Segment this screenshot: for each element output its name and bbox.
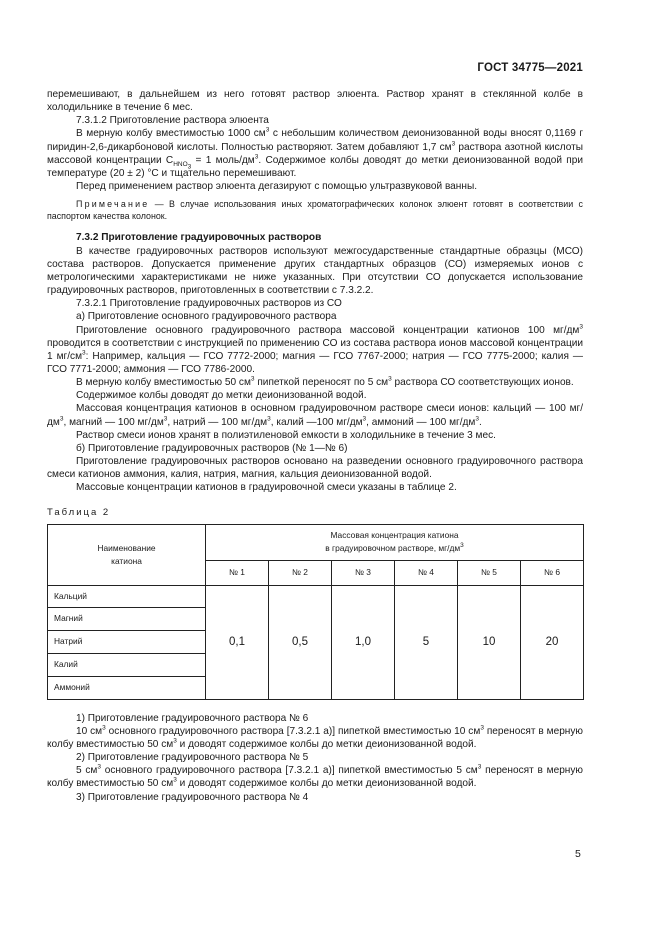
paragraph: Содержимое колбы доводят до метки деионизованной водой. [76,390,367,402]
table-value-cell: 20 [521,585,584,699]
paragraph: Раствор смеси ионов хранят в полиэтиленовой емкости в холодильнике в течение 3 мес. [76,429,496,441]
subsection-title: 7.3.1.2 Приготовление раствора элюента [76,115,269,127]
page-number: 5 [575,848,581,860]
document-body [47,88,583,804]
table-value-cell: 0,5 [269,585,332,699]
table-header-solution: № 6 [521,560,584,585]
table-value-cell: 0,1 [206,585,269,699]
section-heading: 7.3.2 Приготовление градуировочных растворов [76,232,322,244]
table-cation-cell: Натрий [48,630,206,653]
table-header-solution: № 4 [395,560,458,585]
list-item: а) Приготовление основного градуировочного раствора [76,311,337,323]
calibration-table [47,524,584,700]
table-header-cation: Наименование катиона [48,524,206,585]
paragraph: Массовая концентрация катионов в основном градуировочном растворе смеси ионов: кальций — 100 $мг/дм^3$, магний — 100 $мг/дм^3$, натрий — 100 $мг/дм^3$, калий —100 $мг/дм^3$, аммоний — 100 $мг/дм^3$. [47,403,583,428]
paragraph: 5 $см^3$ основного градуировочного раствора [7.3.2.1 а)] пипеткой вместимостью 5 $см^3$ переносят в мерную колбу вместимостью 50 $см^3$ и доводят содержимое колбы до метки деионизованной водой. [47,763,583,790]
note: Примечание — В случае использования иных хроматографических колонок элюент готовят в соответствии с паспортом качества колонок. [47,199,583,222]
paragraph: перемешивают, в дальнейшем из него готовят раствор элюента. Раствор хранят в стеклянной колбе в холодильнике в течение 6 мес. [47,89,583,114]
table-value-cell: 5 [395,585,458,699]
list-item: 3) Приготовление градуировочного раствора № 4 [76,791,309,803]
table-caption: Таблица 2 [47,506,111,518]
table-cation-cell: Аммоний [48,676,206,699]
paragraph: Приготовление градуировочных растворов основано на разведении основного градуировочного раствора смеси катионов аммония, калия, натрия, магния, кальция деионизованной водой. [47,456,583,481]
list-item: 2) Приготовление градуировочного раствора № 5 [76,752,309,764]
table-header-solution: № 3 [332,560,395,585]
table-value-cell: 1,0 [332,585,395,699]
paragraph: В качестве градуировочных растворов используют межгосударственные стандартные образцы (МСО) состава растворов. Допускается применение других стандартных образцов (СО) измеряемых ионов с метрологическими характеристиками не ниже указанных. При отсутствии СО допускается использование градуировочных растворов, приготовленных в соответствии с 7.3.2.2. [47,245,583,297]
table-cation-cell: Кальций [48,585,206,607]
table-header-solution: № 5 [458,560,521,585]
table-header-solution: № 1 [206,560,269,585]
paragraph: Приготовление основного градуировочного раствора массовой концентрации катионов 100 $мг/дм^3$ проводится в соответствии с инструкцией по применению СО из состава раствора ионов массовой концентрации 1 $мг/см^3$: Например, кальция — ГСО 7772-2000; магния — ГСО 7767-2000; натрия — ГСО 7775-2000; калия — ГСО 7771-2000; аммония — ГСО 7786-2000. [47,323,583,375]
paragraph: Массовые концентрации катионов в градуировочной смеси указаны в таблице 2. [76,482,457,494]
paragraph: 10 $см^3$ основного градуировочного раствора [7.3.2.1 а)] пипеткой вместимостью 10 $см^3$ переносят в мерную колбу вместимостью 50 $см^3$ и доводят содержимое колбы до метки деионизованной водой. [47,724,584,750]
paragraph: Перед применением раствор элюента дегазируют с помощью ультразвуковой ванны. [76,181,478,193]
list-item: б) Приготовление градуировочных растворов (№ 1—№ 6) [76,442,348,454]
subsection-title: 7.3.2.1 Приготовление градуировочных растворов из СО [76,298,342,310]
paragraph: В мерную колбу вместимостью 50 $см^3$ пипеткой переносят по 5 $см^3$ раствора СО соответствующих ионов. [76,375,574,389]
table-cation-cell: Калий [48,653,206,676]
table-header-solution: № 2 [269,560,332,585]
list-item: 1) Приготовление градуировочного раствора № 6 [76,712,309,724]
table-value-cell: 10 [458,585,521,699]
table-header-concentration: Массовая концентрация катиона в градуировочном растворе, $мг/дм^3$ [206,524,584,560]
document-header: ГОСТ 34775—2021 [477,62,583,74]
paragraph: В мерную колбу вместимостью 1000 $см^3$ с небольшим количеством деионизованной воды вносят 0,1169 г пиридин-2,6-дикарбоновой кислоты. Полностью растворяют. Затем добавляют 1,7 $см^3$ раствора азотной кислоты массовой концентрации $C_{HNO_3} = 1$ моль/$дм^3$. Содержимое колбы доводят до метки деионизованной водой при температуре (20 ± 2) °C и тщательно перемешивают. [47,127,584,180]
table-cation-cell: Магний [48,607,206,630]
